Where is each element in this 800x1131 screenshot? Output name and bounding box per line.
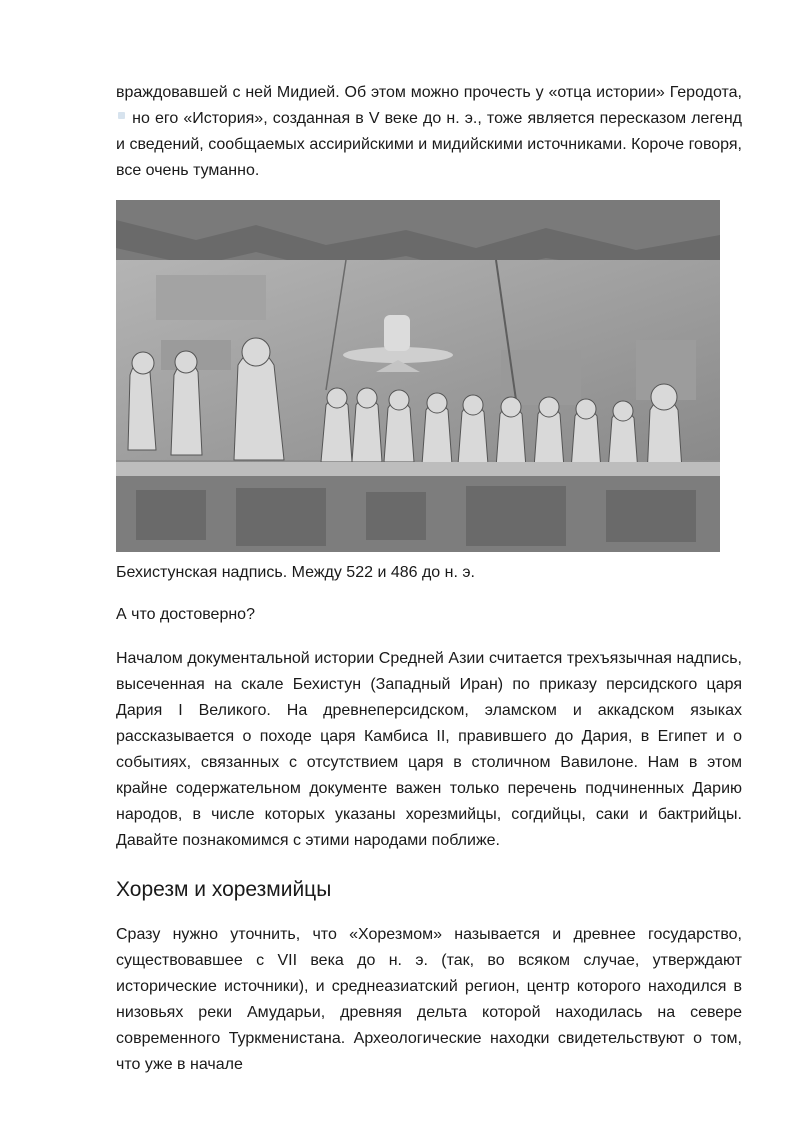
- paragraph-intro-text-2: но его «История», созданная в V веке до н. э., тоже является пересказом легенд и сведений, сообщаемых ассирийскими и мидийскими источниками. Короче говоря, все очень туманно.: [116, 110, 742, 179]
- figure-caption: Бехистунская надпись. Между 522 и 486 до н. э.: [116, 564, 475, 581]
- section-heading: Хорезм и хорезмийцы: [116, 878, 332, 901]
- footnote-marker-icon[interactable]: [118, 112, 125, 119]
- paragraph-intro: [116, 80, 742, 184]
- behistun-relief-photo: [116, 200, 720, 552]
- paragraph-khorezm: Сразу нужно уточнить, что «Хорезмом» называется и древнее государство, существовавшее с VII века до н. э. (так, во всяком случае, утверждают исторические источники), и среднеазиатский регион, центр которого находился в низовьях реки Амударьи, древняя дельта которой находилась на севере современного Туркменистана. Археологические находки свидетельствуют о том, что уже в начале: [116, 926, 742, 1073]
- question-line: А что достоверно?: [116, 606, 255, 623]
- paragraph-behistun: Началом документальной истории Средней Азии считается трехъязычная надпись, высеченная на скале Бехистун (Западный Иран) по приказу персидского царя Дария I Великого. На древнеперсидском, эламском и аккадском языках рассказывается о походе царя Камбиса II, правившего до Дария, в Египет и о событиях, связанных с отсутствием царя в столичном Вавилоне. Нам в этом крайне содержательном документе важен только перечень подчиненных Дарию народов, в числе которых указаны хорезмийцы, согдийцы, саки и бактрийцы. Давайте познакомимся с этими народами поближе.: [116, 650, 742, 849]
- paragraph-intro-text-1: враждовавшей с ней Мидией. Об этом можно прочесть у «отца истории» Геродота,: [116, 84, 742, 101]
- document-page: [116, 80, 742, 1078]
